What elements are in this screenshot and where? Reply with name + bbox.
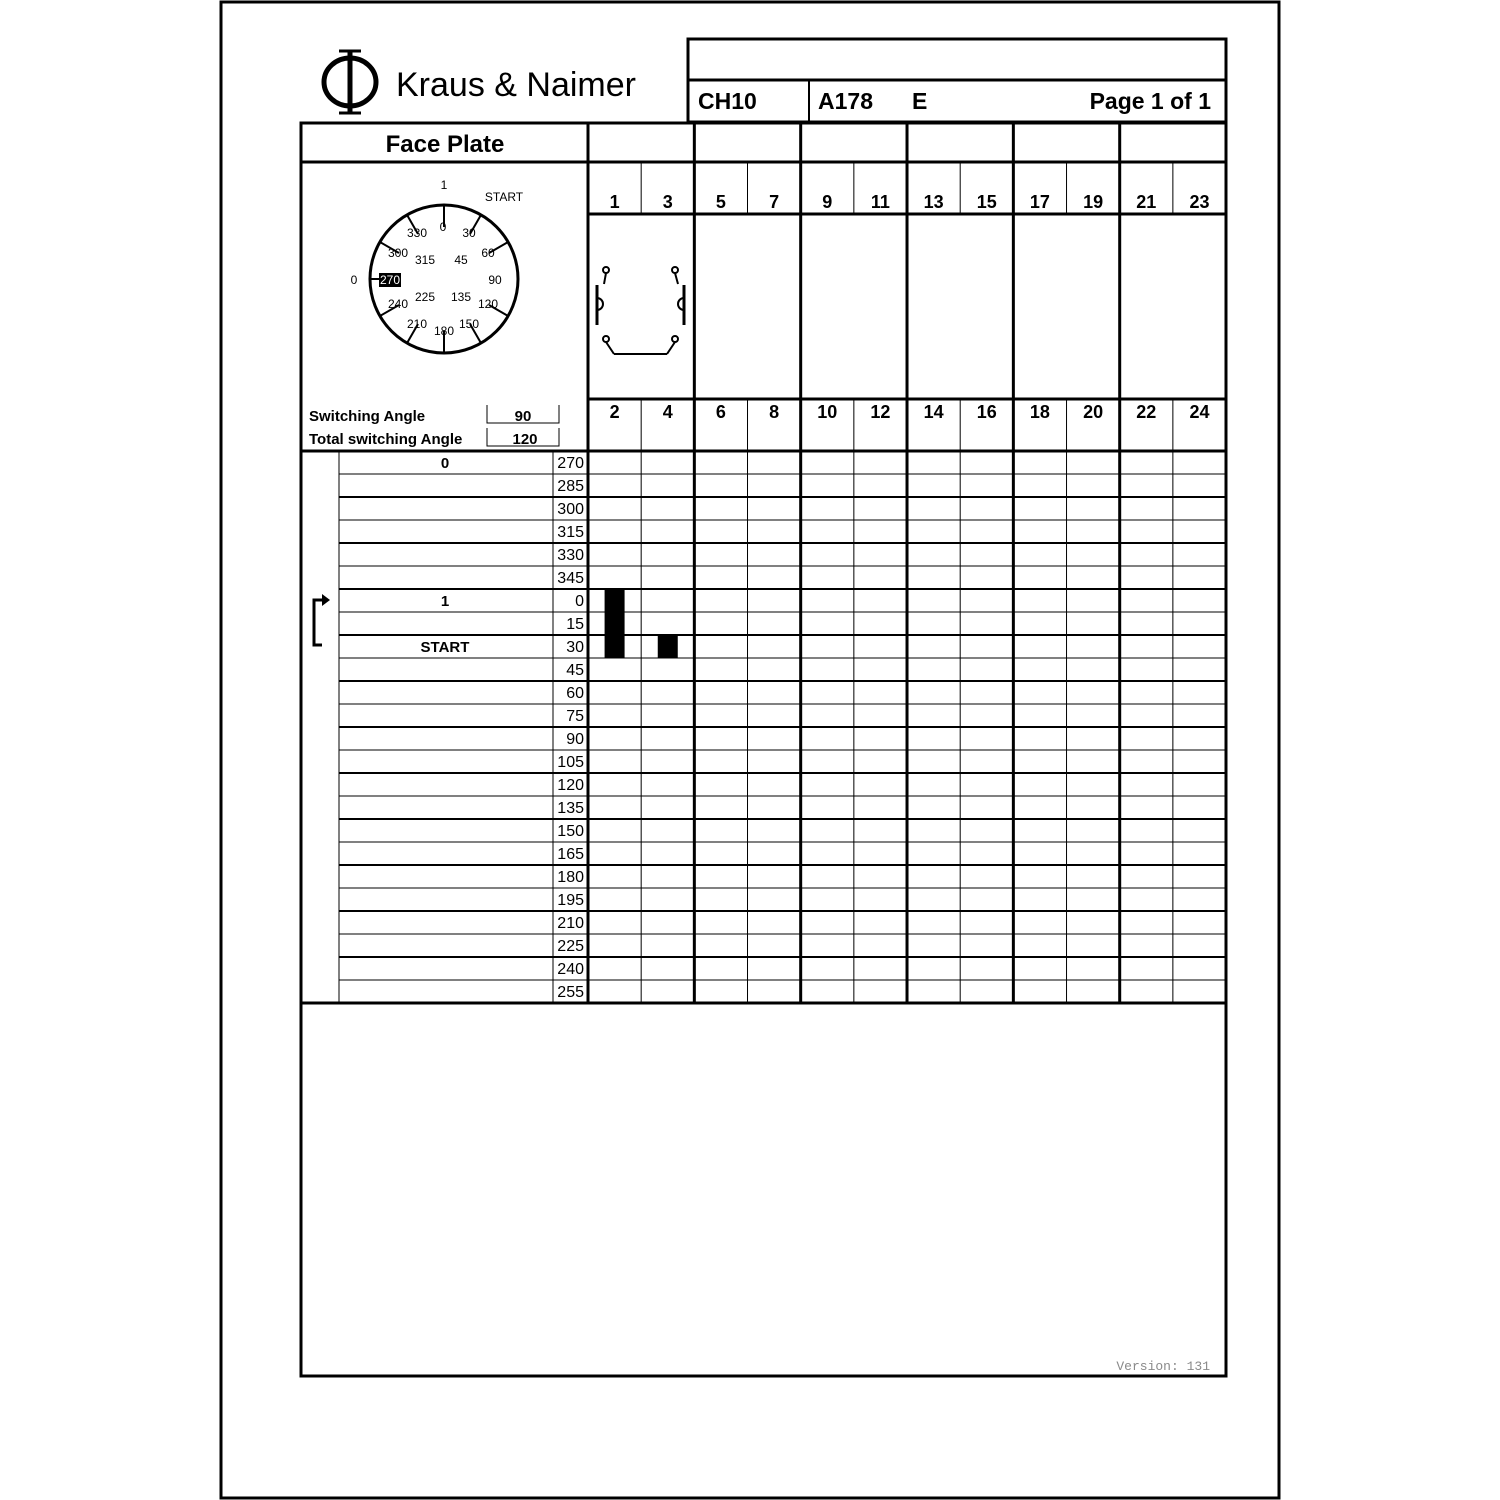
- dial-label: 150: [458, 317, 480, 331]
- position-angle: 0: [575, 593, 584, 610]
- face-plate-title: Face Plate: [385, 131, 505, 158]
- position-angle: 135: [557, 800, 584, 817]
- dial-label: 210: [406, 317, 428, 331]
- position-row: [557, 984, 584, 1001]
- position-row: [566, 616, 584, 633]
- terminal-top-19: 19: [1083, 192, 1104, 212]
- dial-label: 90: [488, 273, 502, 287]
- terminal-bottom-12: 12: [870, 402, 891, 422]
- dial-label: 330: [406, 226, 428, 240]
- dial-label: 225: [414, 290, 436, 304]
- position-label: 1: [440, 593, 450, 610]
- terminal-bottom-6: 6: [715, 402, 726, 422]
- face-plate-dial: [370, 205, 518, 353]
- dial-label: 120: [477, 297, 499, 311]
- position-angle: 285: [557, 478, 584, 495]
- position-angle: 255: [557, 984, 584, 1001]
- position-angle: 210: [557, 915, 584, 932]
- terminal-top-1: 1: [609, 192, 620, 212]
- terminal-top-11: 11: [870, 192, 890, 212]
- position-row: [441, 455, 584, 472]
- position-row: [421, 639, 585, 656]
- terminal-bottom-20: 20: [1083, 402, 1104, 422]
- position-angle: 345: [557, 570, 584, 587]
- position-angle: 105: [557, 754, 584, 771]
- terminal-bottom-2: 2: [609, 402, 620, 422]
- position-row: [566, 685, 584, 702]
- position-angle: 60: [566, 685, 584, 702]
- position-angle: 90: [566, 731, 584, 748]
- position-row: [557, 547, 584, 564]
- position-row: [441, 593, 584, 610]
- version-label: Version: 131: [1116, 1359, 1210, 1374]
- position-angle: 165: [557, 846, 584, 863]
- closed-bar-3-4: [658, 635, 678, 658]
- terminal-bottom-22: 22: [1136, 402, 1157, 422]
- position-angle: 75: [566, 708, 584, 725]
- position-row: [566, 662, 584, 679]
- terminal-top-15: 15: [976, 192, 997, 212]
- position-row: [557, 570, 584, 587]
- position-row: [557, 478, 584, 495]
- dial-label: 270: [379, 273, 401, 287]
- position-row: [557, 823, 584, 840]
- dial-label: 45: [454, 253, 468, 267]
- position-angle: 195: [557, 892, 584, 909]
- row-grid: [339, 474, 1226, 980]
- dial-label: 315: [414, 253, 436, 267]
- position-row: [557, 800, 584, 817]
- position-row: [557, 501, 584, 518]
- position-row: [557, 892, 584, 909]
- terminal-bottom-16: 16: [976, 402, 997, 422]
- closed-bar-1-2: [605, 589, 625, 658]
- outer-label-top: 1: [440, 178, 448, 192]
- terminal-top-7: 7: [769, 192, 780, 212]
- total-angle-value: 120: [512, 431, 538, 448]
- terminal-bottom-8: 8: [769, 402, 780, 422]
- contact-diagram: [597, 267, 684, 354]
- terminal-top-17: 17: [1029, 192, 1050, 212]
- dial-label: 240: [387, 297, 409, 311]
- position-row: [557, 754, 584, 771]
- position-row: [557, 869, 584, 886]
- dial-label: 180: [433, 324, 455, 338]
- position-row: [566, 708, 584, 725]
- position-angle: 225: [557, 938, 584, 955]
- outer-label-start: START: [484, 190, 524, 204]
- terminal-bottom-4: 4: [662, 402, 673, 422]
- terminal-bottom-24: 24: [1189, 402, 1210, 422]
- position-angle: 270: [557, 455, 584, 472]
- header-type: CH10: [698, 88, 757, 114]
- header-code: A178: [818, 88, 873, 114]
- position-angle: 180: [557, 869, 584, 886]
- position-angle: 240: [557, 961, 584, 978]
- outer-label-left: 0: [350, 273, 358, 287]
- position-row: [557, 938, 584, 955]
- terminal-bottom-18: 18: [1029, 402, 1050, 422]
- switching-angle-label: Switching Angle: [309, 408, 426, 425]
- dial-label: 135: [450, 290, 472, 304]
- position-row: [557, 777, 584, 794]
- total-angle-label: Total switching Angle: [309, 431, 463, 448]
- brand-name: Kraus & Naimer: [396, 66, 636, 104]
- switching-angle-value: 90: [514, 408, 532, 425]
- dial-label: 300: [387, 246, 409, 260]
- header-page: Page 1 of 1: [1089, 88, 1211, 114]
- position-angle: 150: [557, 823, 584, 840]
- position-row: [566, 731, 584, 748]
- terminal-bottom-14: 14: [923, 402, 944, 422]
- position-angle: 330: [557, 547, 584, 564]
- terminal-top-9: 9: [822, 192, 833, 212]
- column-grid: [588, 123, 1226, 1003]
- position-row: [557, 524, 584, 541]
- terminal-bottom-10: 10: [817, 402, 838, 422]
- dial-label: 0: [439, 220, 447, 234]
- position-label: 0: [440, 455, 450, 472]
- terminal-top-23: 23: [1189, 192, 1210, 212]
- dial-label: 30: [462, 226, 476, 240]
- position-angle: 315: [557, 524, 584, 541]
- position-row: [557, 846, 584, 863]
- position-angle: 120: [557, 777, 584, 794]
- terminal-top-3: 3: [662, 192, 673, 212]
- position-label: START: [420, 639, 470, 656]
- position-angle: 45: [566, 662, 584, 679]
- position-angle: 300: [557, 501, 584, 518]
- terminal-top-13: 13: [923, 192, 944, 212]
- position-angle: 15: [566, 616, 584, 633]
- terminal-top-21: 21: [1136, 192, 1157, 212]
- rotation-range-bracket: [314, 594, 330, 645]
- position-row: [557, 915, 584, 932]
- terminal-top-5: 5: [715, 192, 726, 212]
- header-variant: E: [912, 88, 928, 114]
- dial-label: 60: [481, 246, 495, 260]
- position-angle: 30: [566, 639, 584, 656]
- position-row: [557, 961, 584, 978]
- brand-logo: [324, 50, 376, 114]
